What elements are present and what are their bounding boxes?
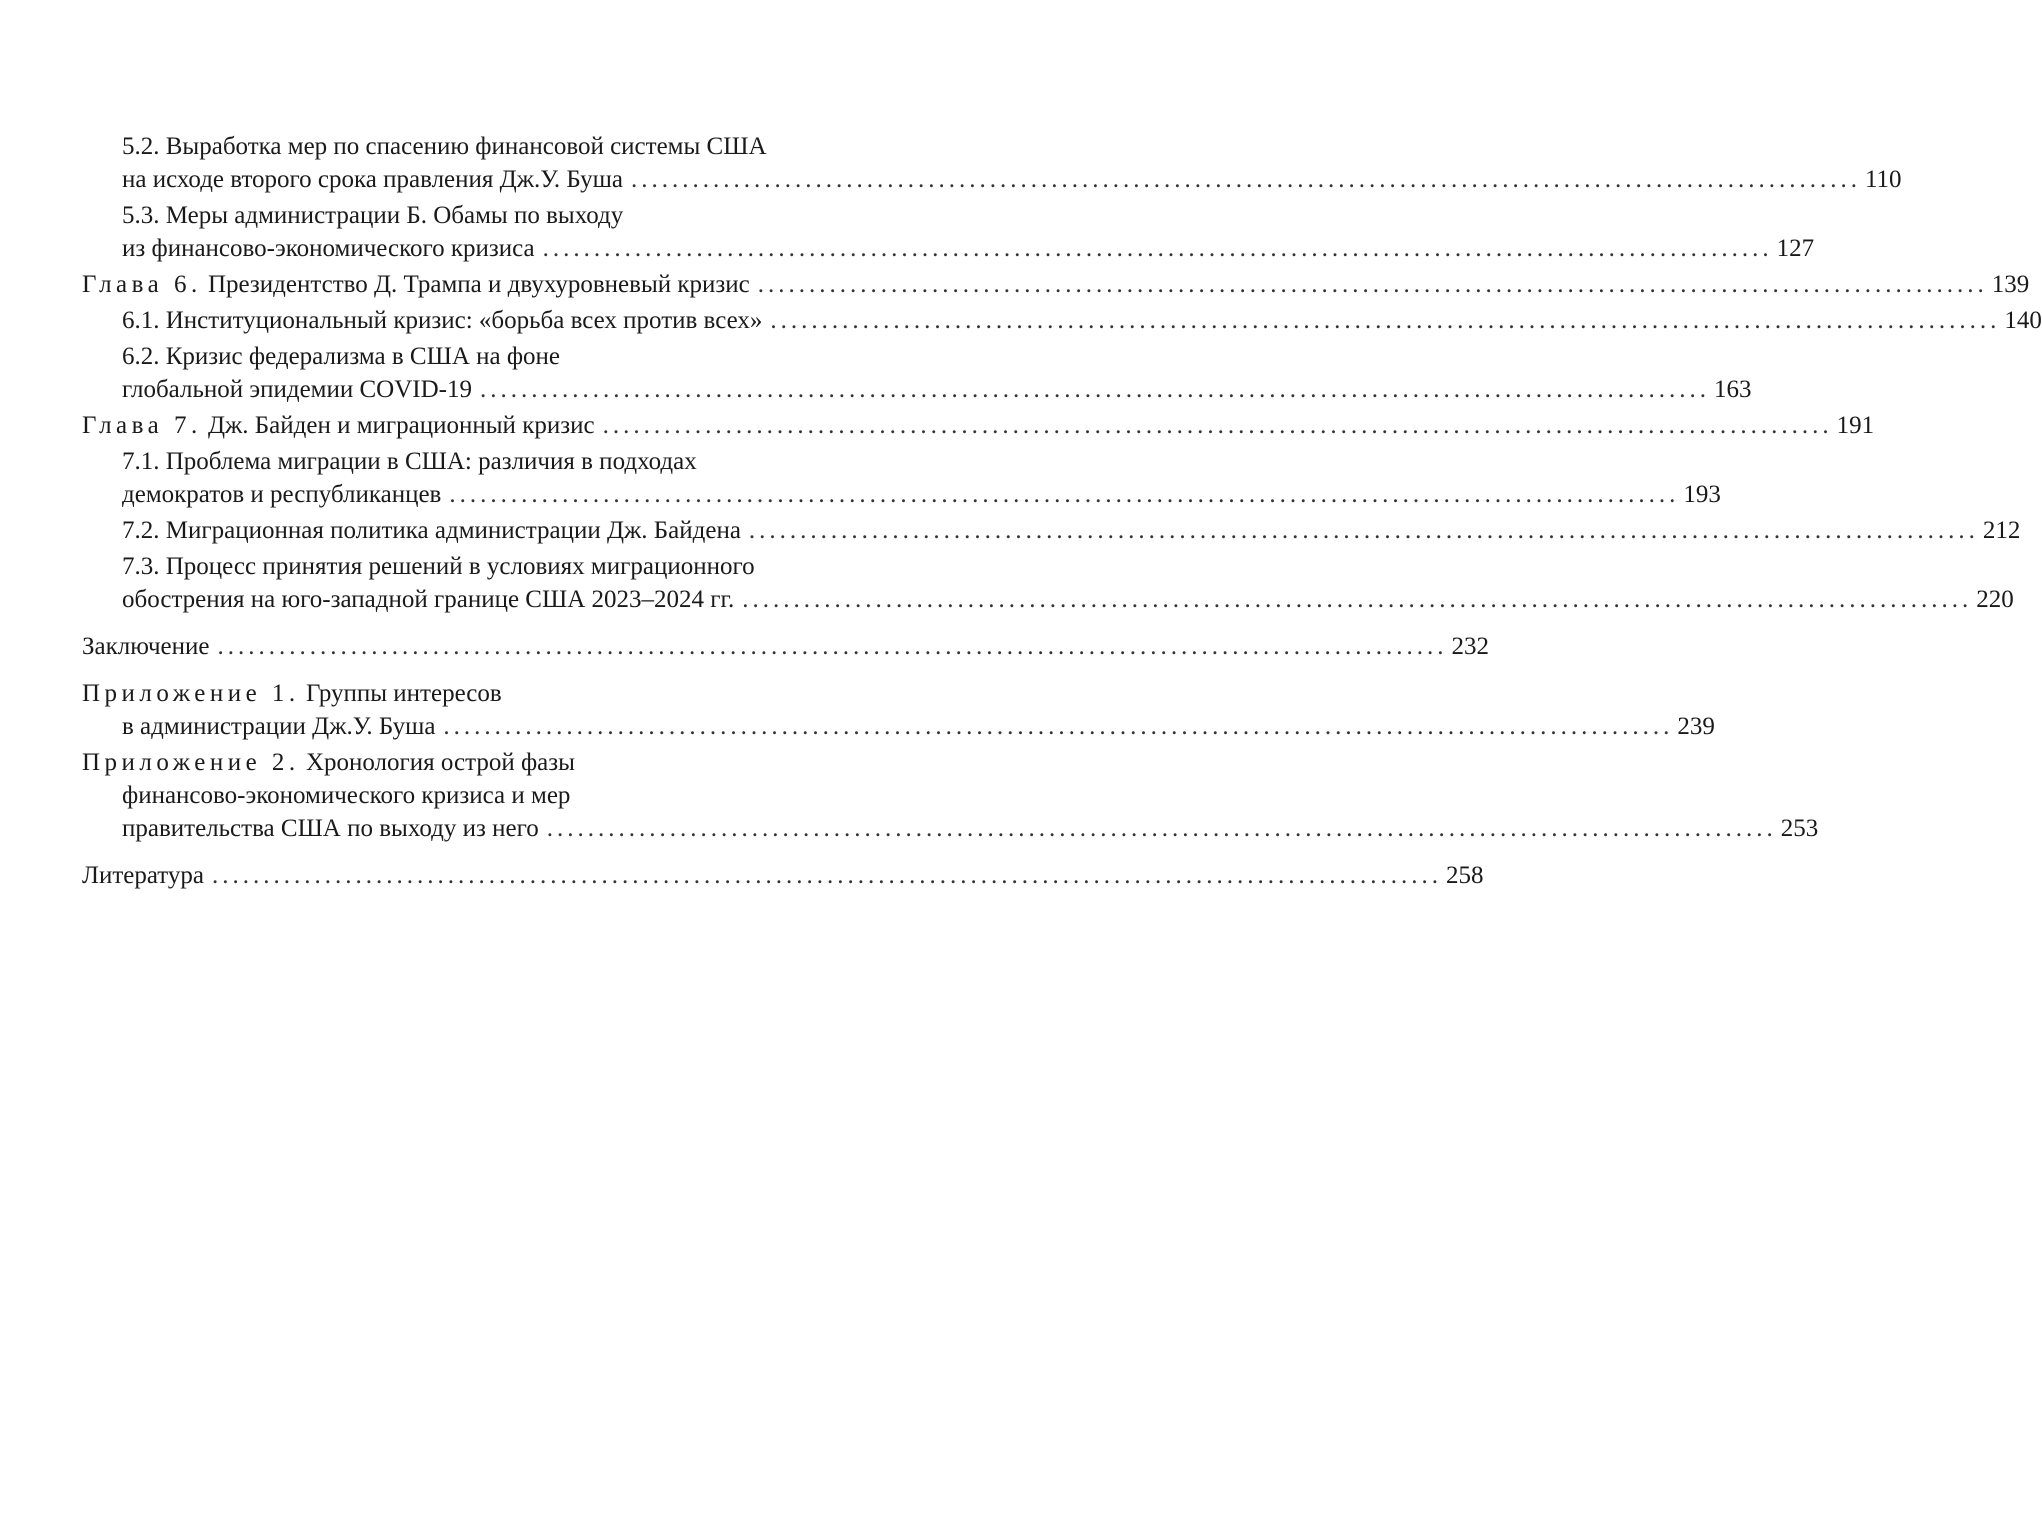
toc-entry-text: финансово-экономического кризиса и мер bbox=[122, 782, 571, 809]
toc-entry-text: Хронология острой фазы bbox=[305, 749, 575, 776]
chapter-title: Президентство Д. Трампа и двухуровневый кризис bbox=[207, 271, 750, 298]
dot-leader: ........................................................................................................................ bbox=[602, 412, 1833, 439]
toc-entry-text: обострения на юго-западной границе США 2023–2024 гг. bbox=[122, 586, 735, 613]
appendix-label: Приложение 1. bbox=[82, 680, 300, 707]
toc-entry-text: 6.1. Институциональный кризис: «борьба всех против всех» bbox=[122, 307, 763, 334]
dot-leader: ........................................................................................................................ bbox=[748, 517, 1979, 544]
toc-chapter-7 bbox=[82, 409, 1875, 442]
toc-entry-text: из финансово-экономического кризиса bbox=[122, 235, 535, 262]
appendix-label: Приложение 2. bbox=[82, 749, 300, 776]
dot-leader: ........................................................................................................................ bbox=[546, 815, 1777, 842]
toc-entry-7-2 bbox=[82, 514, 2021, 547]
page-number: 127 bbox=[1776, 235, 1815, 262]
table-of-contents bbox=[82, 130, 2042, 892]
dot-leader: ........................................................................................................................ bbox=[630, 166, 1861, 193]
page-number: 258 bbox=[1446, 862, 1484, 889]
page-number: 220 bbox=[1976, 586, 2014, 613]
toc-entry-6-2 bbox=[82, 340, 1752, 406]
toc-entry-text: Заключение bbox=[82, 633, 210, 660]
dot-leader: ........................................................................................................................ bbox=[757, 271, 1988, 298]
toc-entry-text: на исходе второго срока правления Дж.У. Буша bbox=[122, 166, 623, 193]
dot-leader: ........................................................................................................................ bbox=[443, 713, 1674, 740]
toc-entry-text: 7.2. Миграционная политика администрации Дж. Байдена bbox=[122, 517, 741, 544]
page-number: 139 bbox=[1991, 271, 2030, 298]
chapter-label: Глава 7. bbox=[82, 412, 202, 439]
dot-leader: ........................................................................................................................ bbox=[217, 633, 1448, 660]
toc-entry-text: глобальной эпидемии COVID-19 bbox=[122, 376, 472, 403]
toc-entry-text: 5.2. Выработка мер по спасению финансовой системы США bbox=[122, 133, 767, 160]
chapter-label: Глава 6. bbox=[82, 271, 202, 298]
toc-entry-text: Группы интересов bbox=[305, 680, 502, 707]
toc-appendix-2 bbox=[82, 746, 1819, 845]
page-number: 212 bbox=[1982, 517, 2021, 544]
dot-leader: ........................................................................................................................ bbox=[449, 481, 1680, 508]
toc-entry-text: демократов и республиканцев bbox=[122, 481, 442, 508]
page-number: 239 bbox=[1677, 713, 1715, 740]
page-number: 191 bbox=[1836, 412, 1875, 439]
toc-entry-text: в администрации Дж.У. Буша bbox=[122, 713, 436, 740]
dot-leader: ........................................................................................................................ bbox=[480, 376, 1710, 403]
toc-entry-text: 6.2. Кризис федерализма в США на фоне bbox=[122, 343, 561, 370]
page-number: 110 bbox=[1864, 166, 1902, 193]
page-number: 140 bbox=[2004, 307, 2042, 334]
dot-leader: ........................................................................................................................ bbox=[542, 235, 1773, 262]
chapter-title: Дж. Байден и миграционный кризис bbox=[207, 412, 595, 439]
page-number: 193 bbox=[1683, 481, 1721, 508]
toc-appendix-1 bbox=[82, 677, 1715, 743]
toc-conclusion bbox=[82, 630, 1489, 663]
toc-entry-text: 7.3. Процесс принятия решений в условиях миграционного bbox=[122, 553, 755, 580]
toc-entry-5-2 bbox=[82, 130, 1902, 196]
page-number: 232 bbox=[1451, 633, 1489, 660]
toc-entry-5-3 bbox=[82, 199, 1815, 265]
toc-entry-7-3 bbox=[82, 550, 2014, 616]
page-number: 253 bbox=[1780, 815, 1819, 842]
toc-entry-7-1 bbox=[82, 445, 1721, 511]
toc-entry-6-1 bbox=[82, 304, 2042, 337]
page-number: 163 bbox=[1714, 376, 1752, 403]
toc-literature bbox=[82, 859, 1484, 892]
toc-chapter-6 bbox=[82, 268, 2030, 301]
dot-leader: ........................................................................................................................ bbox=[212, 862, 1442, 889]
dot-leader: ........................................................................................................................ bbox=[742, 586, 1973, 613]
dot-leader: ........................................................................................................................ bbox=[770, 307, 2001, 334]
toc-entry-text: правительства США по выходу из него bbox=[122, 815, 539, 842]
toc-entry-text: Литература bbox=[82, 862, 204, 889]
toc-entry-text: 5.3. Меры администрации Б. Обамы по выходу bbox=[122, 202, 624, 229]
toc-entry-text: 7.1. Проблема миграции в США: различия в подходах bbox=[122, 448, 697, 475]
